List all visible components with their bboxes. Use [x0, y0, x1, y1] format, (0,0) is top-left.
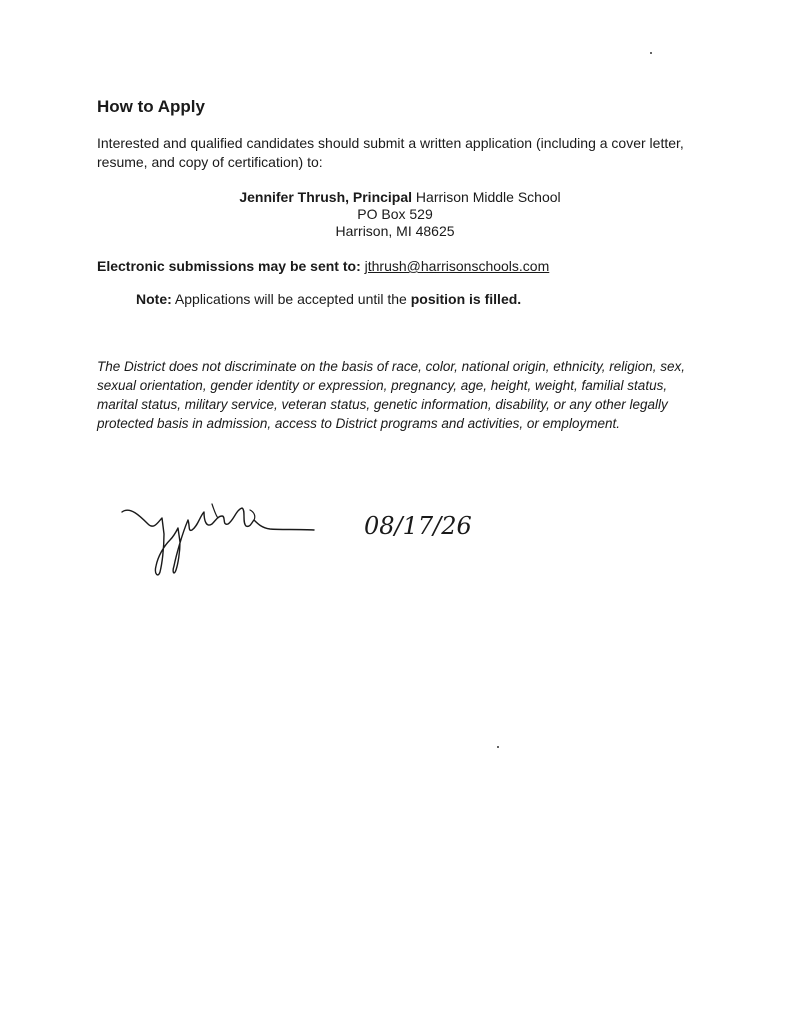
- scan-speck: [650, 52, 652, 54]
- handwritten-date-text: 08/17/26: [364, 512, 472, 540]
- address-line-1: [0, 189, 786, 206]
- electronic-submissions: [97, 258, 549, 274]
- contact-name: Jennifer Thrush, Principal: [239, 189, 413, 205]
- scan-speck: [497, 746, 499, 748]
- application-note: [136, 291, 521, 307]
- note-text: Applications will be accepted until the: [174, 291, 407, 307]
- address-po-box: PO Box 529: [357, 206, 433, 222]
- electronic-submissions-label: Electronic submissions may be sent to:: [97, 258, 361, 274]
- note-emphasis: position is filled.: [410, 291, 522, 307]
- intro-paragraph: Interested and qualified candidates should submit a written application (including a cover letter, resume, and copy of certification) to:: [97, 135, 684, 170]
- mailing-address: [0, 189, 786, 240]
- note-label: Note:: [136, 291, 172, 307]
- handwritten-date: [362, 500, 482, 550]
- handwritten-signature: [118, 494, 318, 584]
- address-city-line: Harrison, MI 48625: [335, 223, 455, 239]
- school-name: Harrison Middle School: [415, 189, 561, 205]
- section-heading: How to Apply: [97, 97, 205, 116]
- email-link[interactable]: jthrush@harrisonschools.com: [364, 258, 550, 274]
- nondiscrimination-statement: The District does not discriminate on the basis of race, color, national origin, ethnicity, religion, sex, sexual orientation, gender identity or expression, pregnancy, age, height, weight, familial status, marital status, military service, veteran status, genetic information, disability, or any other legally protected basis in admission, access to District programs and activities, or employment.: [97, 359, 686, 431]
